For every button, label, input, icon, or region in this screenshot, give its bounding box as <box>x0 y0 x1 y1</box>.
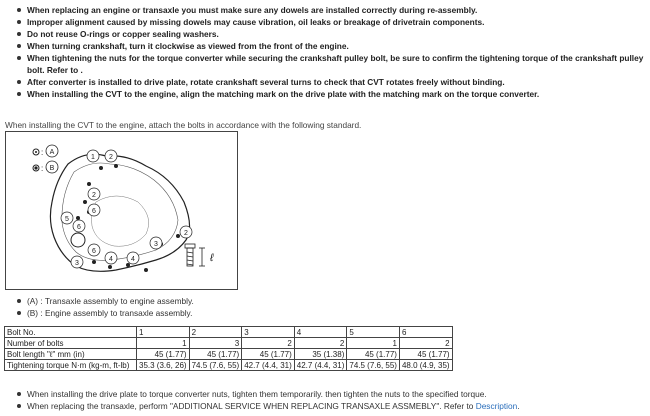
svg-text:4: 4 <box>109 256 113 263</box>
table-cell: 2 <box>294 338 347 349</box>
table-cell: 1 <box>347 338 400 349</box>
table-cell: 1 <box>137 327 190 338</box>
caution-item: Improper alignment caused by missing dowels may cause vibration, oil leaks or breakage of drivetrain components. <box>16 16 646 28</box>
caution-item: Do not reuse O-rings or copper sealing washers. <box>16 28 646 40</box>
legend-list <box>16 295 646 319</box>
legend-a <box>33 145 58 157</box>
note-list <box>16 388 646 412</box>
caution-item: When installing the CVT to the engine, align the matching mark on the drive plate with the matching mark on the torque converter. <box>16 88 646 100</box>
legend-item: (A) : Transaxle assembly to engine assembly. <box>16 295 646 307</box>
note-item: When installing the drive plate to torque converter nuts, tighten them temporarily. then tighten the nuts to the specified torque. <box>16 388 646 400</box>
svg-text:ℓ: ℓ <box>210 252 214 264</box>
svg-text:5: 5 <box>65 216 69 223</box>
svg-text:2: 2 <box>184 230 188 237</box>
table-cell: 74.5 (7.6, 55) <box>347 360 400 371</box>
note-text: When replacing the transaxle, perform "ADDITIONAL SERVICE WHEN REPLACING TRANSAXLE ASSMEBLY". Refer to <box>27 401 476 411</box>
table-cell: 42.7 (4.4, 31) <box>242 360 295 371</box>
bolt-spec-table <box>4 326 453 371</box>
table-cell: 3 <box>189 338 242 349</box>
svg-text:3: 3 <box>75 260 79 267</box>
table-cell: 1 <box>137 338 190 349</box>
table-cell: 6 <box>399 327 452 338</box>
legend-b <box>33 161 58 173</box>
svg-text:4: 4 <box>131 256 135 263</box>
svg-text:2: 2 <box>92 192 96 199</box>
caution-item: When tightening the nuts for the torque converter while securing the crankshaft pulley bolt, be sure to confirm the tightening torque of the crankshaft pulley bolt. Refer to . <box>16 52 646 76</box>
table-row <box>5 349 453 360</box>
table-cell: 74.5 (7.6, 55) <box>189 360 242 371</box>
svg-text:2: 2 <box>109 154 113 161</box>
table-cell: 5 <box>347 327 400 338</box>
table-cell: 3 <box>242 327 295 338</box>
table-cell: 45 (1.77) <box>242 349 295 360</box>
table-cell: 35.3 (3.6, 26) <box>137 360 190 371</box>
caution-item: When turning crankshaft, turn it clockwise as viewed from the front of the engine. <box>16 40 646 52</box>
dowel-hole <box>71 233 85 247</box>
bolt-location-diagram <box>5 131 238 290</box>
svg-text:6: 6 <box>92 208 96 215</box>
svg-text:3: 3 <box>154 241 158 248</box>
svg-text::: : <box>41 148 44 157</box>
table-cell: Tightening torque N·m (kg-m, ft-lb) <box>5 360 137 371</box>
table-cell: Number of bolts <box>5 338 137 349</box>
svg-text:A: A <box>49 149 55 156</box>
table-cell: 45 (1.77) <box>189 349 242 360</box>
transaxle-housing-illustration <box>6 132 239 291</box>
table-cell: 48.0 (4.9, 35) <box>399 360 452 371</box>
bolt-length-illustration <box>185 244 205 266</box>
table-cell: 45 (1.77) <box>137 349 190 360</box>
legend-item: (B) : Engine assembly to transaxle assembly. <box>16 307 646 319</box>
table-row <box>5 327 453 338</box>
svg-text:1: 1 <box>91 154 95 161</box>
caution-list <box>16 4 646 100</box>
table-row <box>5 338 453 349</box>
table-cell: 42.7 (4.4, 31) <box>294 360 347 371</box>
table-cell: 45 (1.77) <box>347 349 400 360</box>
housing-outline <box>50 154 189 271</box>
svg-text:B: B <box>49 165 55 172</box>
note-end: . <box>517 401 520 411</box>
svg-text:6: 6 <box>92 248 96 255</box>
description-link[interactable]: Description <box>475 401 518 411</box>
svg-text:6: 6 <box>77 224 81 231</box>
svg-text::: : <box>41 164 44 173</box>
note-item <box>16 400 646 412</box>
table-cell: 2 <box>242 338 295 349</box>
table-cell: 45 (1.77) <box>399 349 452 360</box>
caution-item: When replacing an engine or transaxle you must make sure any dowels are installed correctly during re-assembly. <box>16 4 646 16</box>
table-cell: 4 <box>294 327 347 338</box>
intro-text: When installing the CVT to the engine, attach the bolts in accordance with the following standard. <box>5 120 362 130</box>
table-row <box>5 360 453 371</box>
table-cell: 2 <box>189 327 242 338</box>
table-cell: Bolt length "ℓ" mm (in) <box>5 349 137 360</box>
table-cell: Bolt No. <box>5 327 137 338</box>
caution-item: After converter is installed to drive plate, rotate crankshaft several turns to check that CVT rotates freely without binding. <box>16 76 646 88</box>
table-cell: 2 <box>399 338 452 349</box>
table-cell: 35 (1.38) <box>294 349 347 360</box>
